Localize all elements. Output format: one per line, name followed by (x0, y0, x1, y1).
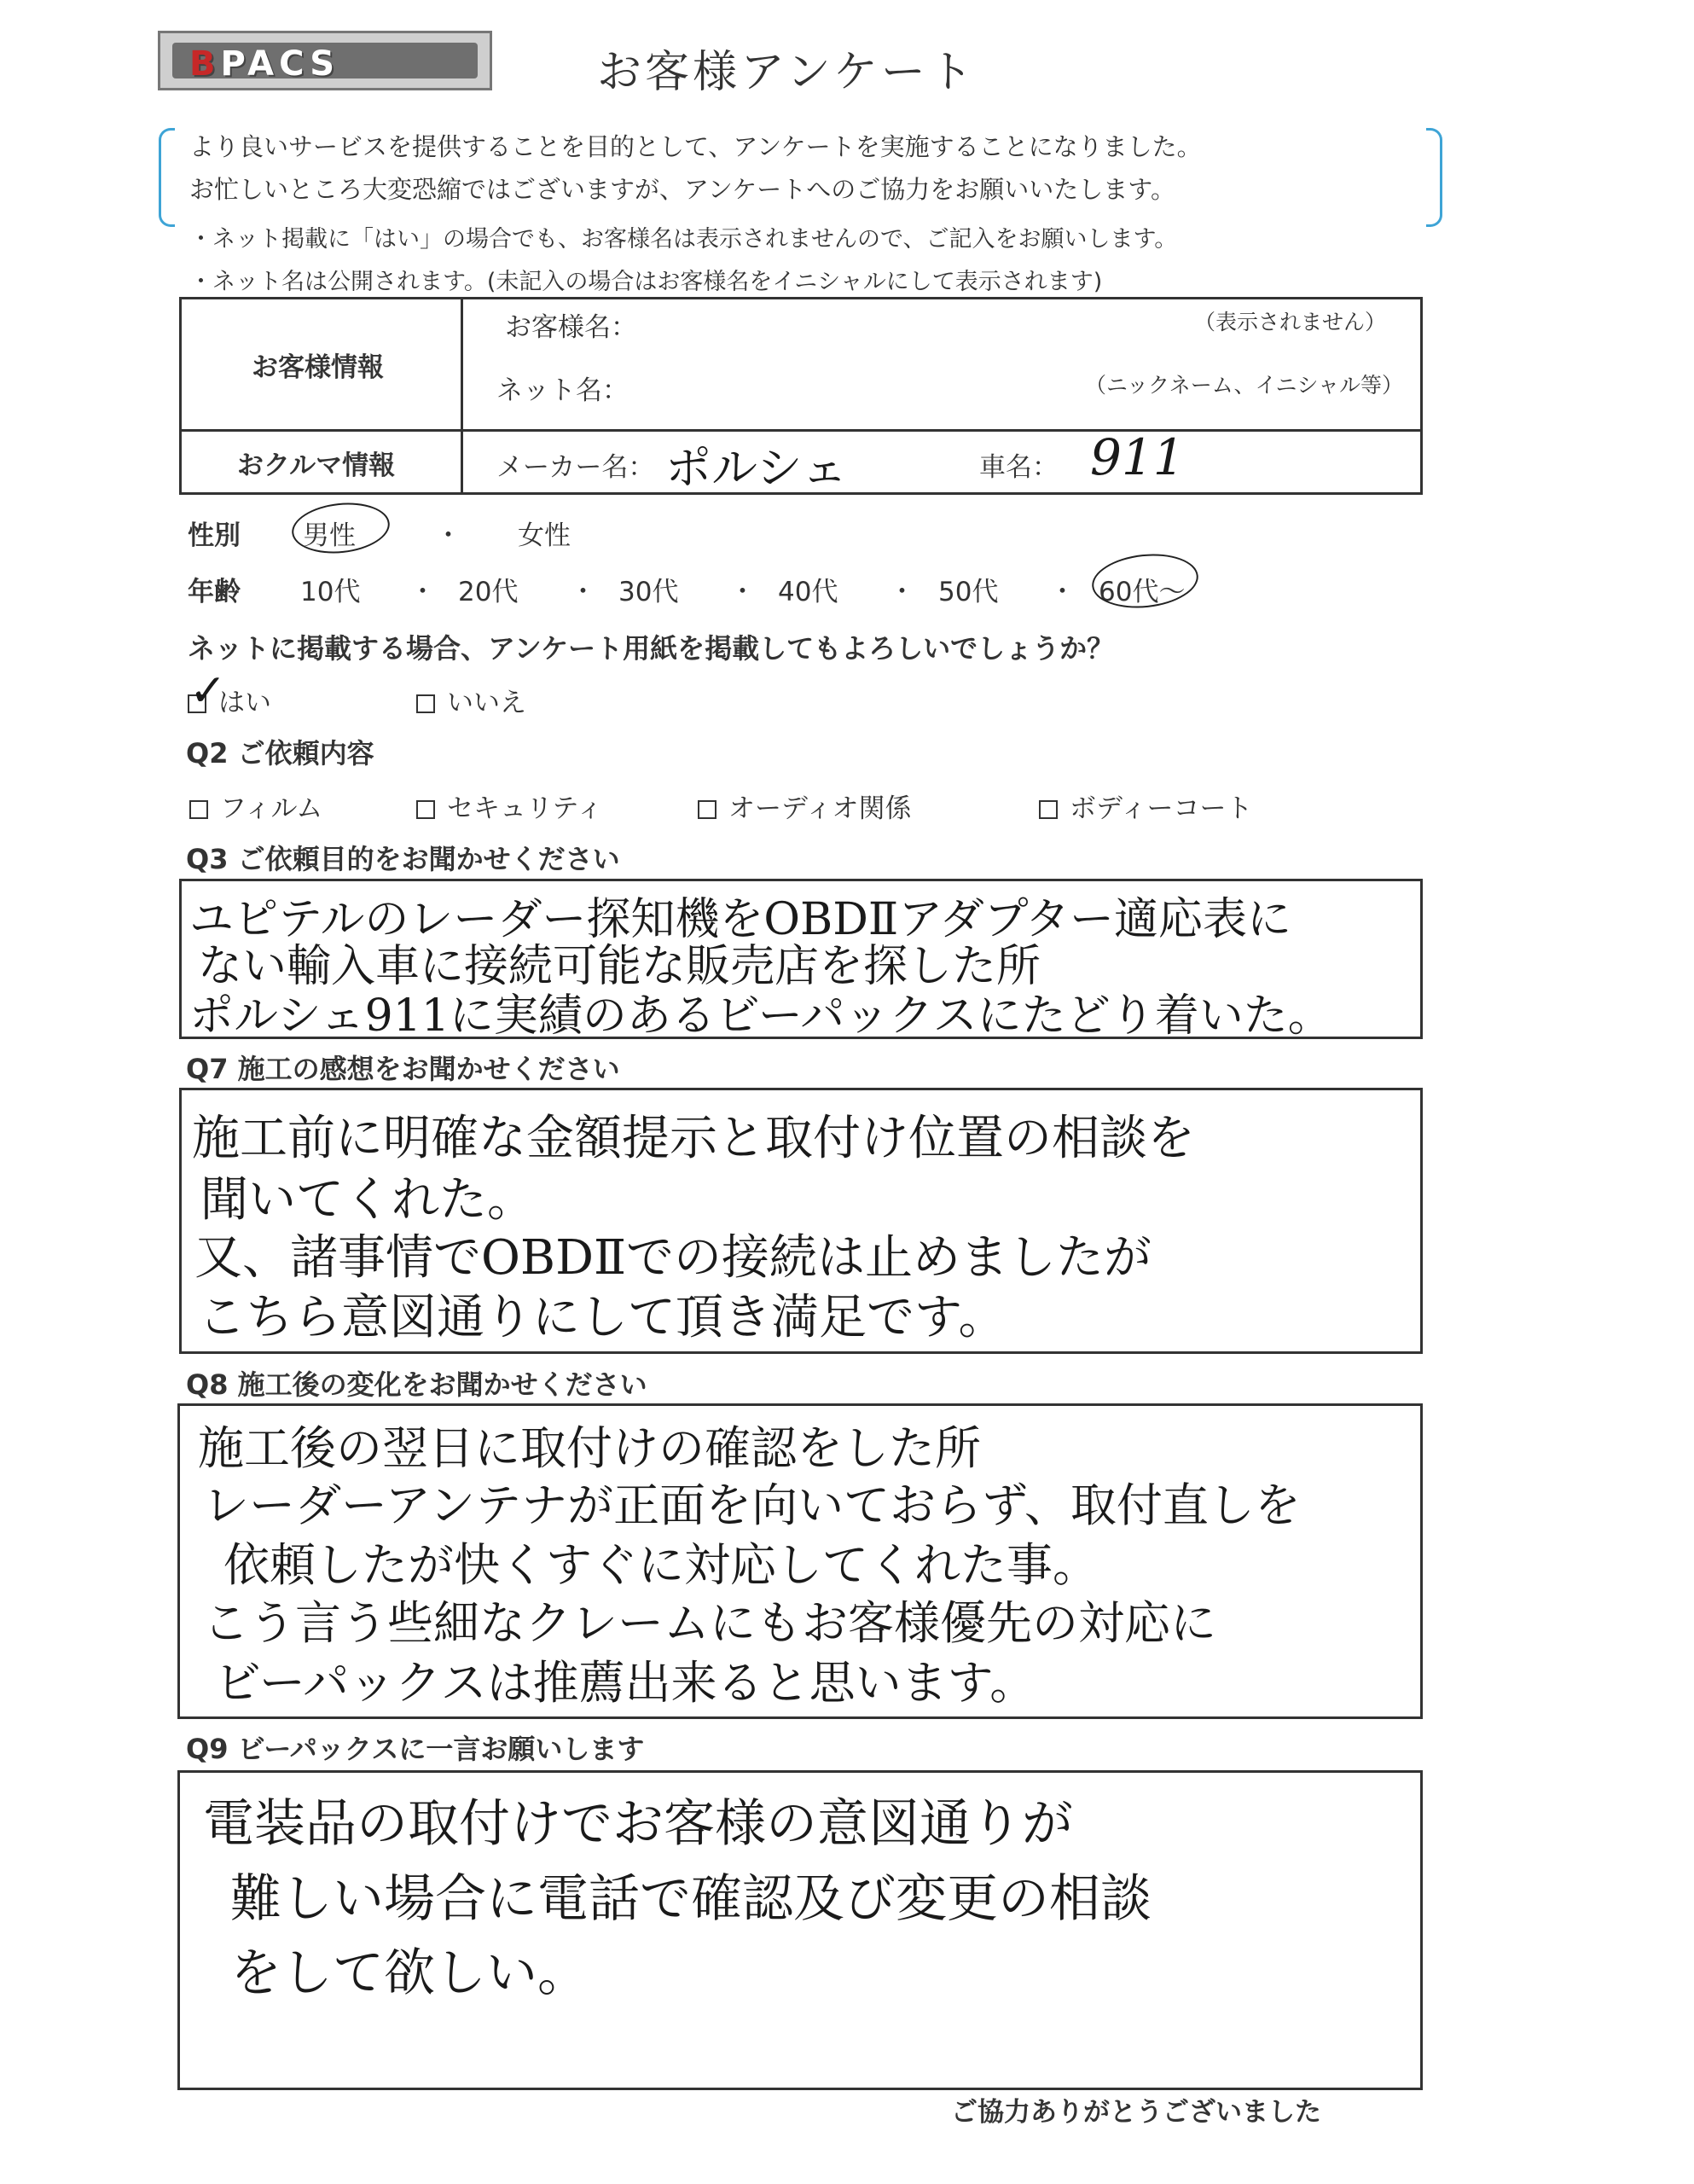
intro-bracket-right (1426, 128, 1442, 227)
q7-answer-line-2: 聞いてくれた。 (200, 1172, 535, 1228)
q2-film-label: フィルム (220, 793, 323, 824)
q7-answer-line-1: 施工前に明確な金額提示と取付け位置の相談を (192, 1111, 1195, 1166)
gender-option-female[interactable]: 女性 (518, 520, 571, 551)
q2-body-coat-label: ボディーコート (1070, 793, 1253, 824)
q2-audio-label: オーディオ関係 (728, 793, 912, 824)
age-option-40s[interactable]: 40代 (778, 577, 838, 607)
q8-answer-line-1: 施工後の翌日に取付けの確認をした所 (198, 1421, 981, 1475)
q2-security-checkbox[interactable] (416, 800, 435, 819)
age-separator: ・ (1049, 577, 1076, 607)
intro-line-2: お忙しいところ大変恐縮ではございますが、アンケートへのご協力をお願いいたします。 (189, 175, 1175, 204)
q3-answer-line-3: ポルシェ911に実績のあるビーパックスにたどり着いた。 (189, 990, 1332, 1042)
q8-answer-line-4: こう言う些細なクレームにもお客様優先の対応に (203, 1596, 1216, 1650)
age-separator: ・ (409, 577, 436, 607)
thanks-footer: ご協力ありがとうございました (951, 2097, 1321, 2128)
publish-yes-label: はい (218, 688, 271, 718)
q3-title: Q3 ご依頼目的をお聞かせください (186, 843, 620, 875)
logo-letter-b: B (189, 44, 221, 84)
age-separator: ・ (729, 577, 756, 607)
car-name-value: 911 (1090, 428, 1185, 486)
q3-answer-line-1: ユピテルのレーダー探知機をOBDⅡアダプター適応表に (189, 894, 1291, 945)
age-option-20s[interactable]: 20代 (458, 577, 519, 607)
q3-answer-line-2: ない輸入車に接続可能な販売店を探した所 (198, 941, 1041, 992)
net-name-note: （ニックネーム、イニシャル等） (1085, 373, 1404, 398)
gender-option-male[interactable]: 男性 (303, 520, 356, 551)
q9-title: Q9 ビーパックスに一言お願いします (186, 1733, 645, 1765)
logo-text (189, 44, 339, 84)
q8-answer-line-3: 依頼したが快くすぐに対応してくれた事。 (223, 1538, 1099, 1592)
logo-plate (172, 43, 478, 84)
age-option-60s-plus[interactable]: 60代～ (1099, 577, 1186, 607)
car-name-label: 車名： (979, 452, 1059, 483)
age-option-30s[interactable]: 30代 (618, 577, 679, 607)
q9-answer-line-2: 難しい場合に電話で確認及び変更の相談 (230, 1869, 1152, 1929)
publish-option-no[interactable] (416, 681, 526, 719)
q8-answer-line-2: レーダーアンテナが正面を向いておらず、取付直しを (203, 1478, 1301, 1532)
net-name-label: ネット名： (496, 375, 629, 406)
q2-option-film[interactable] (189, 787, 322, 825)
q7-title: Q7 施工の感想をお聞かせください (186, 1053, 620, 1085)
customer-name-note: （表示されません） (1194, 310, 1387, 334)
gender-separator: ・ (435, 520, 461, 551)
logo-letters-pacs: PACS (220, 44, 340, 84)
maker-label: メーカー名： (496, 452, 655, 483)
q2-film-checkbox[interactable] (189, 800, 208, 819)
q9-answer-line-1: 電装品の取付けでお客様の意図通りが (203, 1794, 1073, 1854)
intro-note-2: ・ネット名は公開されます。(未記入の場合はお客様名をイニシャルにして表示されます) (189, 269, 1103, 295)
q2-body-coat-checkbox[interactable] (1039, 800, 1058, 819)
age-label: 年齢 (188, 577, 241, 607)
customer-name-label: お客様名： (505, 312, 637, 343)
survey-title: お客様アンケート (597, 47, 977, 98)
age-option-50s[interactable]: 50代 (938, 577, 999, 607)
publish-no-label: いいえ (447, 688, 526, 718)
car-info-label: おクルマ情報 (237, 450, 396, 481)
publish-yes-check-mark: ✓ (189, 665, 227, 717)
customer-info-label: お客様情報 (252, 352, 384, 383)
maker-value: ポルシェ (665, 441, 848, 495)
publish-question: ネットに掲載する場合、アンケート用紙を掲載してもよろしいでしょうか？ (188, 632, 1115, 665)
info-table-divider (461, 297, 463, 495)
q8-answer-line-5: ビーパックスは推薦出来ると思います。 (215, 1656, 1036, 1710)
q2-audio-checkbox[interactable] (698, 800, 716, 819)
q8-title: Q8 施工後の変化をお聞かせください (186, 1368, 647, 1401)
publish-no-checkbox[interactable] (416, 694, 435, 713)
intro-bracket-left (159, 128, 175, 227)
intro-line-1: より良いサービスを提供することを目的として、アンケートを実施することになりました。 (189, 132, 1202, 161)
age-separator: ・ (570, 577, 596, 607)
q9-answer-line-3: をして欲しい。 (230, 1943, 589, 2003)
q2-option-body-coat[interactable] (1039, 787, 1253, 825)
q2-security-label: セキュリティ (447, 793, 603, 824)
q2-title: Q2 ご依頼内容 (186, 737, 374, 770)
q2-option-audio[interactable] (698, 787, 912, 825)
bpacs-logo (158, 31, 492, 90)
age-option-10s[interactable]: 10代 (300, 577, 361, 607)
gender-label: 性別 (188, 520, 241, 551)
q7-answer-line-3: 又、諸事情でOBDⅡでの接続は止めましたが (194, 1230, 1152, 1286)
intro-note-1: ・ネット掲載に「はい」の場合でも、お客様名は表示されませんので、ご記入をお願いします。 (189, 226, 1178, 253)
q2-option-security[interactable] (416, 787, 603, 825)
q7-answer-line-4: こちら意図通りにして頂き満足です。 (198, 1290, 1007, 1345)
age-separator: ・ (889, 577, 915, 607)
